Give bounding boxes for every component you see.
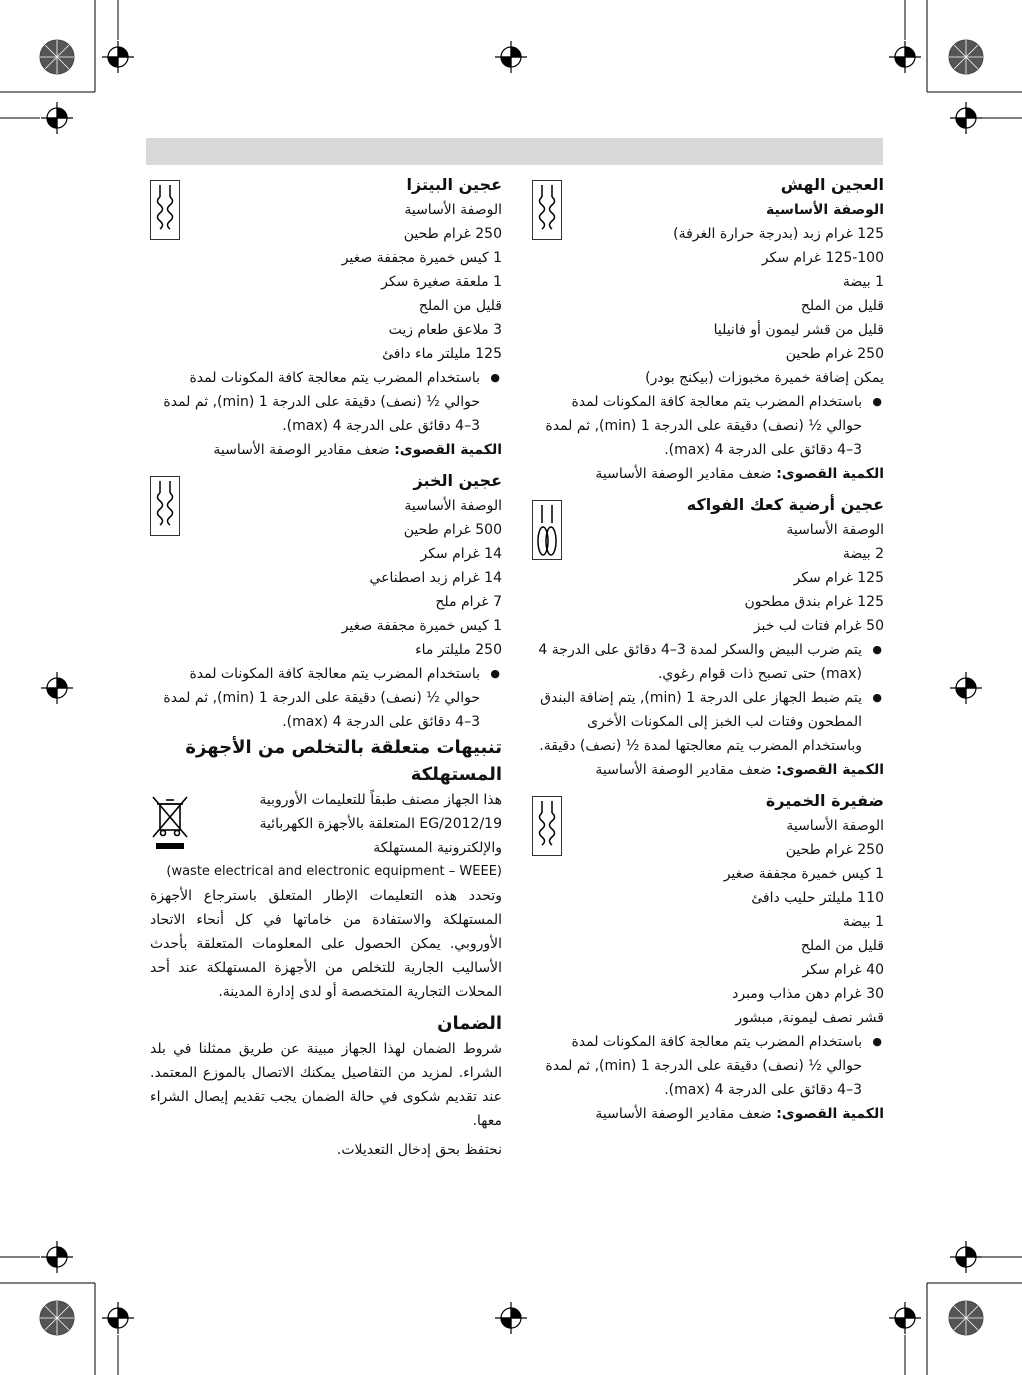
weee-line: والإلكترونية المستهلكة <box>373 840 502 856</box>
ingredient: 1 كيس خميرة مجففة صغير <box>723 866 884 882</box>
recipe-shortcrust <box>532 172 884 486</box>
max-quantity-text: ضعف مقادير الوصفة الأساسية <box>595 466 772 482</box>
recipe-yeast-plait <box>532 788 884 1126</box>
ingredient: 1 ملعقة صغيرة سكر <box>381 274 502 290</box>
ingredient: 1 كيس خميرة مجففة صغير <box>341 618 502 634</box>
ingredient: 14 غرام سكر <box>420 546 502 562</box>
ingredient: 3 ملاعق طعام زيت <box>388 322 502 338</box>
max-quantity-text: ضعف مقادير الوصفة الأساسية <box>213 442 390 458</box>
ingredient: 125 غرام سكر <box>793 570 884 586</box>
ingredient: 125 مليلتر ماء دافئ <box>382 346 502 362</box>
footer-note: نحتفظ بحق إدخال التعديلات. <box>336 1142 502 1158</box>
max-quantity-label: الكمية القصوى: <box>394 442 502 458</box>
max-quantity <box>532 758 884 782</box>
dough-hook-icon <box>532 180 562 240</box>
max-quantity <box>532 462 884 486</box>
steps-list <box>532 390 884 462</box>
ingredient: قليل من الملح <box>800 938 884 954</box>
dough-hook-icon <box>532 796 562 856</box>
header-bar <box>146 138 883 165</box>
ingredient: 7 غرام ملح <box>435 594 502 610</box>
disposal-paragraph: وتحدد هذه التعليمات الإطار المتعلق باسترجاع الأجهزة المستهلكة والاستفادة من خاماتها في كل أنحاء الاتحاد الأوروبي. يمكن الحصول على المعلومات المتعلقة بأحدث الأساليب الجارية للتخلص من الأجهزة المستهلكة عند أحد المحلات التجارية المتخصصة أو لدى إدارة المدينة. <box>150 888 502 1000</box>
max-quantity-text: ضعف مقادير الوصفة الأساسية <box>595 1106 772 1122</box>
ingredient: قشر نصف ليمونة, مبشور <box>735 1010 884 1026</box>
disposal-section <box>150 734 502 1004</box>
max-quantity <box>532 1102 884 1126</box>
section-title: عجين أرضية كعك الفواكه <box>686 495 884 514</box>
warranty-paragraph: شروط الضمان لهذا الجهاز مبينة عن طريق ممثلنا في بلد الشراء. لمزيد من التفاصيل يمكنك الاتصال بالموزع المعتمد. عند تقديم شكوى في حالة الضمان يجب تقديم إيصال الشراء معها. <box>150 1041 502 1129</box>
steps-list <box>532 638 884 758</box>
recipe-sponge-base <box>532 492 884 782</box>
ingredient: 125-100 غرام سكر <box>761 250 884 266</box>
section-title: ضفيرة الخميرة <box>765 791 884 810</box>
ingredient: يمكن إضافة خميرة مخبوزات (بيكنج بودر) <box>645 370 884 386</box>
max-quantity-label: الكمية القصوى: <box>776 762 884 778</box>
section-title: عجين البيتزا <box>406 175 502 194</box>
max-quantity <box>150 438 502 462</box>
ingredient: 500 غرام طحين <box>403 522 502 538</box>
step-item: ● يتم ضبط الجهاز على الدرجة 1 (min), يتم إضافة البندق المطحون وفتات لب الخبز إلى المكونات الأخرى وباستخدام المضرب يتم معالجتها لمدة ½ (نصف) دقيقة. <box>532 686 884 758</box>
section-subtitle: الوصفة الأساسية <box>404 498 502 514</box>
step-item: ● باستخدام المضرب يتم معالجة كافة المكونات لمدة حوالي ½ (نصف) دقيقة على الدرجة 1 (min), ثم لمدة 3–4 دقائق على الدرجة 4 (max). <box>532 1030 884 1102</box>
steps-list <box>150 366 502 438</box>
crossed-bin-icon <box>150 794 190 852</box>
step-item: ● باستخدام المضرب يتم معالجة كافة المكونات لمدة حوالي ½ (نصف) دقيقة على الدرجة 1 (min), ثم لمدة 3–4 دقائق على الدرجة 4 (max). <box>532 390 884 462</box>
whisk-icon <box>532 500 562 560</box>
recipe-bread <box>150 468 502 734</box>
ingredient: 1 بيضة <box>842 914 884 930</box>
ingredient: قليل من الملح <box>800 298 884 314</box>
weee-english: (waste electrical and electronic equipment – WEEE) <box>166 864 502 879</box>
step-item: ● يتم ضرب البيض والسكر لمدة 3–4 دقائق على الدرجة 4 (max) حتى تصبح ذات قوام رغوي. <box>532 638 884 686</box>
dough-hook-icon <box>150 476 180 536</box>
step-item: ● باستخدام المضرب يتم معالجة كافة المكونات لمدة حوالي ½ (نصف) دقيقة على الدرجة 1 (min), ثم لمدة 3–4 دقائق على الدرجة 4 (max). <box>150 662 502 734</box>
ingredient: 14 غرام زبد اصطناعي <box>369 570 502 586</box>
weee-line: 2012/19/EG المتعلقة بالأجهزة الكهربائية <box>259 816 502 832</box>
weee-line: هذا الجهاز مصنف طبقاً للتعليمات الأوروبية <box>259 792 502 808</box>
ingredient: قليل من الملح <box>418 298 502 314</box>
right-column <box>532 172 884 1126</box>
weee-block <box>150 788 502 860</box>
ingredient: قليل من قشر ليمون أو فانيليا <box>713 322 884 338</box>
ingredient: 40 غرام سكر <box>802 962 884 978</box>
ingredient: 1 كيس خميرة مجففة صغير <box>341 250 502 266</box>
section-subtitle: الوصفة الأساسية <box>404 202 502 218</box>
warranty-title: الضمان <box>437 1013 502 1034</box>
ingredient: 50 غرام فتات لب خبز <box>753 618 884 634</box>
warranty-section <box>150 1010 502 1133</box>
ingredient: 30 غرام دهن مذاب ومبرد <box>732 986 884 1002</box>
recipe-pizza <box>150 172 502 462</box>
ingredient: 1 بيضة <box>842 274 884 290</box>
left-column <box>150 172 502 1133</box>
ingredient: 250 مليلتر ماء <box>415 642 502 658</box>
section-subtitle: الوصفة الأساسية <box>786 522 884 538</box>
ingredient: 250 غرام طحين <box>785 842 884 858</box>
ingredient: 2 بيضة <box>842 546 884 562</box>
ingredient: 125 غرام زبد (بدرجة حرارة الغرفة) <box>673 226 884 242</box>
section-title: عجين الخبز <box>413 471 502 490</box>
section-subtitle: الوصفة الأساسية <box>786 818 884 834</box>
section-subtitle: الوصفة الأساسية <box>765 202 884 218</box>
ingredient: 110 مليلتر حليب دافئ <box>751 890 884 906</box>
dough-hook-icon <box>150 180 180 240</box>
max-quantity-label: الكمية القصوى: <box>776 466 884 482</box>
disposal-title: تنبيهات متعلقة بالتخلص من الأجهزة المستهلكة <box>185 737 502 785</box>
steps-list <box>150 662 502 734</box>
section-title: العجين الهش <box>780 175 884 194</box>
max-quantity-text: ضعف مقادير الوصفة الأساسية <box>595 762 772 778</box>
ingredient: 125 غرام بندق مطحون <box>744 594 884 610</box>
step-item: ● باستخدام المضرب يتم معالجة كافة المكونات لمدة حوالي ½ (نصف) دقيقة على الدرجة 1 (min), ثم لمدة 3–4 دقائق على الدرجة 4 (max). <box>150 366 502 438</box>
ingredient: 250 غرام طحين <box>785 346 884 362</box>
ingredient: 250 غرام طحين <box>403 226 502 242</box>
max-quantity-label: الكمية القصوى: <box>776 1106 884 1122</box>
steps-list <box>532 1030 884 1102</box>
